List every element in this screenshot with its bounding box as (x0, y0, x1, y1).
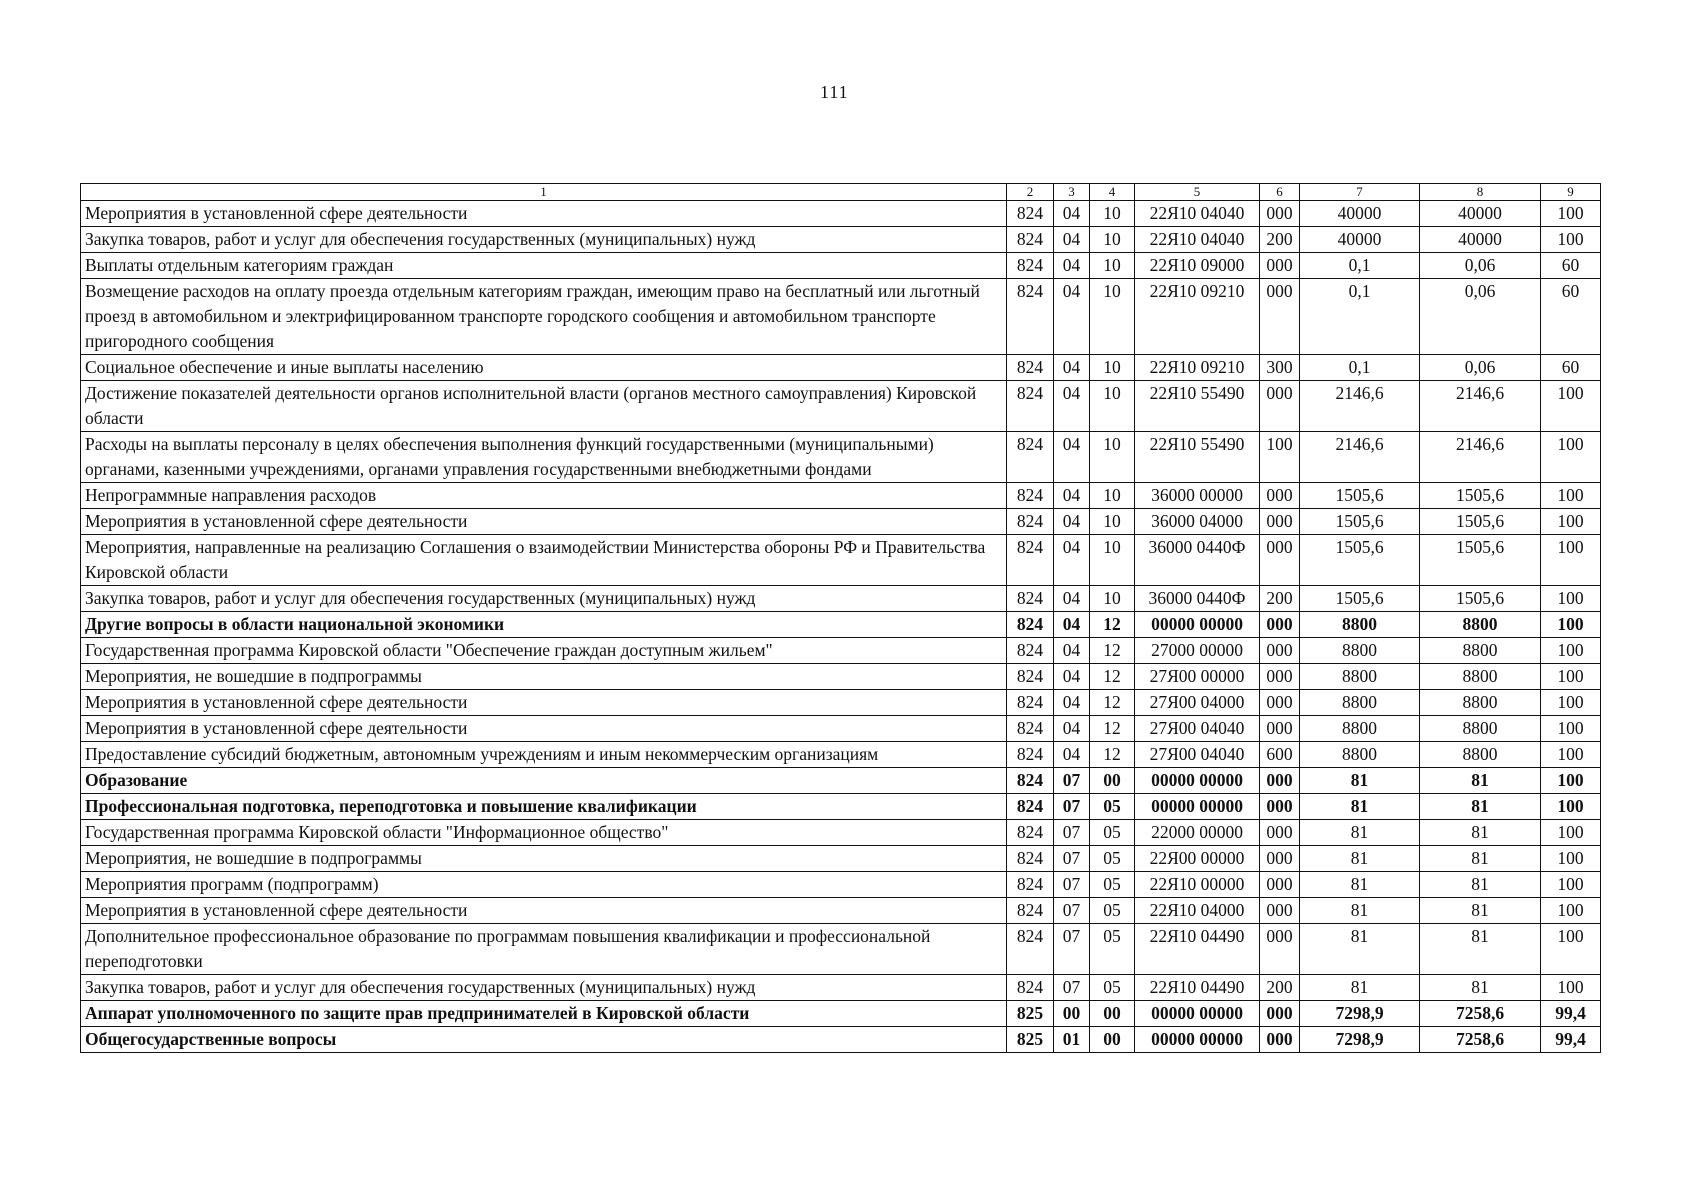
target-article-cell: 27Я00 04040 (1135, 742, 1260, 768)
executed-amount-cell: 1505,6 (1420, 483, 1541, 509)
subsection-cell: 10 (1090, 355, 1135, 381)
table-row (81, 1001, 1601, 1027)
percent-executed-cell: 100 (1541, 872, 1601, 898)
expense-type-cell: 000 (1260, 279, 1300, 355)
admin-code-cell: 824 (1007, 483, 1054, 509)
admin-code-cell: 824 (1007, 664, 1054, 690)
planned-amount-cell: 8800 (1300, 742, 1420, 768)
target-article-cell: 00000 00000 (1135, 612, 1260, 638)
percent-executed-cell: 100 (1541, 612, 1601, 638)
table-row (81, 898, 1601, 924)
admin-code-cell: 824 (1007, 586, 1054, 612)
table-row (81, 1027, 1601, 1053)
row-name-cell: Мероприятия, не вошедшие в подпрограммы (81, 664, 1007, 690)
subsection-cell: 10 (1090, 381, 1135, 432)
section-cell: 04 (1054, 253, 1090, 279)
executed-amount-cell: 2146,6 (1420, 381, 1541, 432)
column-header: 8 (1420, 184, 1541, 201)
percent-executed-cell: 100 (1541, 690, 1601, 716)
executed-amount-cell: 8800 (1420, 690, 1541, 716)
target-article-cell: 00000 00000 (1135, 1027, 1260, 1053)
subsection-cell: 10 (1090, 253, 1135, 279)
table-row (81, 535, 1601, 586)
target-article-cell: 22Я00 00000 (1135, 846, 1260, 872)
admin-code-cell: 824 (1007, 846, 1054, 872)
planned-amount-cell: 81 (1300, 975, 1420, 1001)
executed-amount-cell: 1505,6 (1420, 535, 1541, 586)
expense-type-cell: 000 (1260, 535, 1300, 586)
subsection-cell: 00 (1090, 768, 1135, 794)
percent-executed-cell: 60 (1541, 355, 1601, 381)
table-body (81, 201, 1601, 1053)
percent-executed-cell: 100 (1541, 483, 1601, 509)
percent-executed-cell: 100 (1541, 975, 1601, 1001)
percent-executed-cell: 100 (1541, 509, 1601, 535)
percent-executed-cell: 100 (1541, 898, 1601, 924)
row-name-cell: Закупка товаров, работ и услуг для обеспечения государственных (муниципальных) нужд (81, 975, 1007, 1001)
expense-type-cell: 000 (1260, 924, 1300, 975)
executed-amount-cell: 7258,6 (1420, 1027, 1541, 1053)
subsection-cell: 12 (1090, 690, 1135, 716)
admin-code-cell: 825 (1007, 1001, 1054, 1027)
section-cell: 07 (1054, 846, 1090, 872)
executed-amount-cell: 1505,6 (1420, 586, 1541, 612)
target-article-cell: 22Я10 04490 (1135, 924, 1260, 975)
section-cell: 00 (1054, 1001, 1090, 1027)
table-row (81, 664, 1601, 690)
admin-code-cell: 824 (1007, 279, 1054, 355)
subsection-cell: 12 (1090, 664, 1135, 690)
target-article-cell: 00000 00000 (1135, 794, 1260, 820)
expense-type-cell: 200 (1260, 975, 1300, 1001)
section-cell: 04 (1054, 586, 1090, 612)
executed-amount-cell: 0,06 (1420, 279, 1541, 355)
executed-amount-cell: 40000 (1420, 227, 1541, 253)
planned-amount-cell: 0,1 (1300, 279, 1420, 355)
section-cell: 07 (1054, 768, 1090, 794)
row-name-cell: Мероприятия в установленной сфере деятельности (81, 898, 1007, 924)
row-name-cell: Образование (81, 768, 1007, 794)
planned-amount-cell: 0,1 (1300, 253, 1420, 279)
planned-amount-cell: 81 (1300, 872, 1420, 898)
percent-executed-cell: 100 (1541, 820, 1601, 846)
section-cell: 04 (1054, 742, 1090, 768)
column-header: 3 (1054, 184, 1090, 201)
planned-amount-cell: 81 (1300, 898, 1420, 924)
subsection-cell: 05 (1090, 898, 1135, 924)
row-name-cell: Выплаты отдельным категориям граждан (81, 253, 1007, 279)
executed-amount-cell: 81 (1420, 768, 1541, 794)
target-article-cell: 22Я10 04000 (1135, 898, 1260, 924)
row-name-cell: Другие вопросы в области национальной экономики (81, 612, 1007, 638)
section-cell: 04 (1054, 612, 1090, 638)
expense-type-cell: 000 (1260, 846, 1300, 872)
subsection-cell: 10 (1090, 201, 1135, 227)
executed-amount-cell: 81 (1420, 898, 1541, 924)
section-cell: 01 (1054, 1027, 1090, 1053)
expense-type-cell: 000 (1260, 768, 1300, 794)
section-cell: 07 (1054, 794, 1090, 820)
section-cell: 04 (1054, 279, 1090, 355)
target-article-cell: 22Я10 04490 (1135, 975, 1260, 1001)
expense-type-cell: 000 (1260, 201, 1300, 227)
row-name-cell: Государственная программа Кировской области "Информационное общество" (81, 820, 1007, 846)
planned-amount-cell: 7298,9 (1300, 1027, 1420, 1053)
section-cell: 04 (1054, 716, 1090, 742)
admin-code-cell: 824 (1007, 975, 1054, 1001)
percent-executed-cell: 60 (1541, 253, 1601, 279)
table-row (81, 227, 1601, 253)
admin-code-cell: 824 (1007, 381, 1054, 432)
table-row (81, 742, 1601, 768)
planned-amount-cell: 81 (1300, 794, 1420, 820)
executed-amount-cell: 1505,6 (1420, 509, 1541, 535)
column-header: 9 (1541, 184, 1601, 201)
expense-type-cell: 000 (1260, 820, 1300, 846)
planned-amount-cell: 1505,6 (1300, 509, 1420, 535)
target-article-cell: 22Я10 04040 (1135, 227, 1260, 253)
planned-amount-cell: 81 (1300, 924, 1420, 975)
section-cell: 04 (1054, 638, 1090, 664)
percent-executed-cell: 60 (1541, 279, 1601, 355)
row-name-cell: Закупка товаров, работ и услуг для обеспечения государственных (муниципальных) нужд (81, 227, 1007, 253)
section-cell: 04 (1054, 509, 1090, 535)
subsection-cell: 05 (1090, 975, 1135, 1001)
expense-type-cell: 000 (1260, 1027, 1300, 1053)
subsection-cell: 10 (1090, 483, 1135, 509)
row-name-cell: Предоставление субсидий бюджетным, автономным учреждениям и иным некоммерческим организациям (81, 742, 1007, 768)
subsection-cell: 10 (1090, 432, 1135, 483)
section-cell: 04 (1054, 664, 1090, 690)
planned-amount-cell: 7298,9 (1300, 1001, 1420, 1027)
row-name-cell: Мероприятия в установленной сфере деятельности (81, 690, 1007, 716)
percent-executed-cell: 100 (1541, 742, 1601, 768)
target-article-cell: 22Я10 04040 (1135, 201, 1260, 227)
table-row (81, 975, 1601, 1001)
target-article-cell: 00000 00000 (1135, 768, 1260, 794)
expense-type-cell: 200 (1260, 586, 1300, 612)
subsection-cell: 05 (1090, 924, 1135, 975)
admin-code-cell: 824 (1007, 716, 1054, 742)
table-row (81, 509, 1601, 535)
executed-amount-cell: 81 (1420, 872, 1541, 898)
section-cell: 07 (1054, 975, 1090, 1001)
subsection-cell: 12 (1090, 716, 1135, 742)
admin-code-cell: 824 (1007, 898, 1054, 924)
planned-amount-cell: 1505,6 (1300, 586, 1420, 612)
planned-amount-cell: 1505,6 (1300, 483, 1420, 509)
expense-type-cell: 000 (1260, 483, 1300, 509)
subsection-cell: 10 (1090, 227, 1135, 253)
row-name-cell: Мероприятия в установленной сфере деятельности (81, 509, 1007, 535)
row-name-cell: Мероприятия, не вошедшие в подпрограммы (81, 846, 1007, 872)
target-article-cell: 22Я10 55490 (1135, 381, 1260, 432)
column-header: 7 (1300, 184, 1420, 201)
expense-type-cell: 000 (1260, 253, 1300, 279)
expense-type-cell: 600 (1260, 742, 1300, 768)
expense-type-cell: 000 (1260, 612, 1300, 638)
planned-amount-cell: 2146,6 (1300, 432, 1420, 483)
percent-executed-cell: 100 (1541, 638, 1601, 664)
table-row (81, 432, 1601, 483)
section-cell: 04 (1054, 381, 1090, 432)
percent-executed-cell: 100 (1541, 794, 1601, 820)
expense-type-cell: 000 (1260, 509, 1300, 535)
section-cell: 04 (1054, 432, 1090, 483)
row-name-cell: Мероприятия в установленной сфере деятельности (81, 716, 1007, 742)
target-article-cell: 22Я10 09210 (1135, 279, 1260, 355)
table-row (81, 612, 1601, 638)
expense-type-cell: 200 (1260, 227, 1300, 253)
target-article-cell: 22Я10 09000 (1135, 253, 1260, 279)
target-article-cell: 22Я10 55490 (1135, 432, 1260, 483)
target-article-cell: 36000 0440Ф (1135, 535, 1260, 586)
executed-amount-cell: 81 (1420, 820, 1541, 846)
row-name-cell: Закупка товаров, работ и услуг для обеспечения государственных (муниципальных) нужд (81, 586, 1007, 612)
row-name-cell: Мероприятия, направленные на реализацию Соглашения о взаимодействии Министерства обороны РФ и Правительства Кировской области (81, 535, 1007, 586)
expense-type-cell: 100 (1260, 432, 1300, 483)
admin-code-cell: 824 (1007, 432, 1054, 483)
subsection-cell: 00 (1090, 1001, 1135, 1027)
percent-executed-cell: 100 (1541, 381, 1601, 432)
subsection-cell: 05 (1090, 872, 1135, 898)
subsection-cell: 00 (1090, 1027, 1135, 1053)
target-article-cell: 27Я00 00000 (1135, 664, 1260, 690)
executed-amount-cell: 0,06 (1420, 253, 1541, 279)
column-header: 1 (81, 184, 1007, 201)
executed-amount-cell: 2146,6 (1420, 432, 1541, 483)
admin-code-cell: 824 (1007, 638, 1054, 664)
expense-type-cell: 000 (1260, 638, 1300, 664)
table-row (81, 846, 1601, 872)
row-name-cell: Аппарат уполномоченного по защите прав предпринимателей в Кировской области (81, 1001, 1007, 1027)
subsection-cell: 10 (1090, 586, 1135, 612)
percent-executed-cell: 100 (1541, 535, 1601, 586)
executed-amount-cell: 81 (1420, 924, 1541, 975)
executed-amount-cell: 8800 (1420, 612, 1541, 638)
target-article-cell: 00000 00000 (1135, 1001, 1260, 1027)
executed-amount-cell: 81 (1420, 846, 1541, 872)
planned-amount-cell: 2146,6 (1300, 381, 1420, 432)
column-header: 5 (1135, 184, 1260, 201)
expense-type-cell: 000 (1260, 1001, 1300, 1027)
expense-type-cell: 300 (1260, 355, 1300, 381)
executed-amount-cell: 40000 (1420, 201, 1541, 227)
admin-code-cell: 824 (1007, 253, 1054, 279)
admin-code-cell: 824 (1007, 690, 1054, 716)
table-row (81, 483, 1601, 509)
target-article-cell: 27Я00 04000 (1135, 690, 1260, 716)
planned-amount-cell: 40000 (1300, 201, 1420, 227)
percent-executed-cell: 100 (1541, 227, 1601, 253)
percent-executed-cell: 100 (1541, 664, 1601, 690)
executed-amount-cell: 81 (1420, 794, 1541, 820)
subsection-cell: 05 (1090, 846, 1135, 872)
percent-executed-cell: 100 (1541, 201, 1601, 227)
subsection-cell: 10 (1090, 509, 1135, 535)
table-row (81, 355, 1601, 381)
expense-type-cell: 000 (1260, 716, 1300, 742)
subsection-cell: 12 (1090, 612, 1135, 638)
section-cell: 04 (1054, 690, 1090, 716)
percent-executed-cell: 100 (1541, 432, 1601, 483)
executed-amount-cell: 0,06 (1420, 355, 1541, 381)
row-name-cell: Расходы на выплаты персоналу в целях обеспечения выполнения функций государственными (муниципальными) органами, казенными учреждениями, органами управления государственными внебюджетными фондами (81, 432, 1007, 483)
row-name-cell: Мероприятия в установленной сфере деятельности (81, 201, 1007, 227)
section-cell: 07 (1054, 898, 1090, 924)
planned-amount-cell: 8800 (1300, 690, 1420, 716)
percent-executed-cell: 100 (1541, 716, 1601, 742)
table-row (81, 638, 1601, 664)
executed-amount-cell: 7258,6 (1420, 1001, 1541, 1027)
executed-amount-cell: 8800 (1420, 742, 1541, 768)
table-header-row (81, 184, 1601, 201)
target-article-cell: 36000 0440Ф (1135, 586, 1260, 612)
target-article-cell: 36000 00000 (1135, 483, 1260, 509)
column-header: 2 (1007, 184, 1054, 201)
section-cell: 07 (1054, 924, 1090, 975)
target-article-cell: 27Я00 04040 (1135, 716, 1260, 742)
table-row (81, 253, 1601, 279)
target-article-cell: 27000 00000 (1135, 638, 1260, 664)
page-number: 111 (820, 82, 849, 102)
planned-amount-cell: 8800 (1300, 638, 1420, 664)
target-article-cell: 22000 00000 (1135, 820, 1260, 846)
subsection-cell: 10 (1090, 279, 1135, 355)
target-article-cell: 36000 04000 (1135, 509, 1260, 535)
row-name-cell: Профессиональная подготовка, переподготовка и повышение квалификации (81, 794, 1007, 820)
admin-code-cell: 824 (1007, 227, 1054, 253)
executed-amount-cell: 8800 (1420, 664, 1541, 690)
column-header: 6 (1260, 184, 1300, 201)
row-name-cell: Дополнительное профессиональное образование по программам повышения квалификации и профессиональной переподготовки (81, 924, 1007, 975)
admin-code-cell: 824 (1007, 509, 1054, 535)
row-name-cell: Мероприятия программ (подпрограмм) (81, 872, 1007, 898)
expense-type-cell: 000 (1260, 664, 1300, 690)
percent-executed-cell: 100 (1541, 768, 1601, 794)
percent-executed-cell: 100 (1541, 846, 1601, 872)
percent-executed-cell: 99,4 (1541, 1001, 1601, 1027)
expense-type-cell: 000 (1260, 898, 1300, 924)
row-name-cell: Непрограммные направления расходов (81, 483, 1007, 509)
expense-type-cell: 000 (1260, 794, 1300, 820)
subsection-cell: 10 (1090, 535, 1135, 586)
admin-code-cell: 824 (1007, 924, 1054, 975)
planned-amount-cell: 1505,6 (1300, 535, 1420, 586)
subsection-cell: 12 (1090, 742, 1135, 768)
table-row (81, 690, 1601, 716)
subsection-cell: 05 (1090, 794, 1135, 820)
percent-executed-cell: 100 (1541, 586, 1601, 612)
table-row (81, 201, 1601, 227)
executed-amount-cell: 81 (1420, 975, 1541, 1001)
table-row (81, 716, 1601, 742)
planned-amount-cell: 8800 (1300, 612, 1420, 638)
admin-code-cell: 824 (1007, 355, 1054, 381)
executed-amount-cell: 8800 (1420, 638, 1541, 664)
row-name-cell: Достижение показателей деятельности органов исполнительной власти (органов местного самоуправления) Кировской области (81, 381, 1007, 432)
section-cell: 04 (1054, 355, 1090, 381)
subsection-cell: 12 (1090, 638, 1135, 664)
row-name-cell: Возмещение расходов на оплату проезда отдельным категориям граждан, имеющим право на бесплатный или льготный проезд в автомобильном и электрифицированном транспорте городского сообщения и автомобильном транспорте пригородного сообщения (81, 279, 1007, 355)
admin-code-cell: 824 (1007, 872, 1054, 898)
admin-code-cell: 824 (1007, 820, 1054, 846)
target-article-cell: 22Я10 00000 (1135, 872, 1260, 898)
admin-code-cell: 825 (1007, 1027, 1054, 1053)
planned-amount-cell: 81 (1300, 846, 1420, 872)
table-row (81, 794, 1601, 820)
table-row (81, 381, 1601, 432)
admin-code-cell: 824 (1007, 794, 1054, 820)
section-cell: 07 (1054, 872, 1090, 898)
admin-code-cell: 824 (1007, 768, 1054, 794)
admin-code-cell: 824 (1007, 742, 1054, 768)
row-name-cell: Социальное обеспечение и иные выплаты населению (81, 355, 1007, 381)
expense-type-cell: 000 (1260, 872, 1300, 898)
row-name-cell: Государственная программа Кировской области "Обеспечение граждан доступным жильем" (81, 638, 1007, 664)
admin-code-cell: 824 (1007, 612, 1054, 638)
section-cell: 04 (1054, 227, 1090, 253)
subsection-cell: 05 (1090, 820, 1135, 846)
table-row (81, 872, 1601, 898)
row-name-cell: Общегосударственные вопросы (81, 1027, 1007, 1053)
table-row (81, 924, 1601, 975)
planned-amount-cell: 81 (1300, 820, 1420, 846)
planned-amount-cell: 0,1 (1300, 355, 1420, 381)
planned-amount-cell: 81 (1300, 768, 1420, 794)
planned-amount-cell: 8800 (1300, 716, 1420, 742)
executed-amount-cell: 8800 (1420, 716, 1541, 742)
planned-amount-cell: 8800 (1300, 664, 1420, 690)
section-cell: 04 (1054, 535, 1090, 586)
admin-code-cell: 824 (1007, 535, 1054, 586)
section-cell: 04 (1054, 201, 1090, 227)
target-article-cell: 22Я10 09210 (1135, 355, 1260, 381)
percent-executed-cell: 100 (1541, 924, 1601, 975)
table-row (81, 820, 1601, 846)
admin-code-cell: 824 (1007, 201, 1054, 227)
section-cell: 07 (1054, 820, 1090, 846)
table-row (81, 768, 1601, 794)
expense-type-cell: 000 (1260, 381, 1300, 432)
section-cell: 04 (1054, 483, 1090, 509)
percent-executed-cell: 99,4 (1541, 1027, 1601, 1053)
planned-amount-cell: 40000 (1300, 227, 1420, 253)
table-row (81, 279, 1601, 355)
expense-type-cell: 000 (1260, 690, 1300, 716)
table-row (81, 586, 1601, 612)
budget-table (80, 183, 1601, 1053)
column-header: 4 (1090, 184, 1135, 201)
